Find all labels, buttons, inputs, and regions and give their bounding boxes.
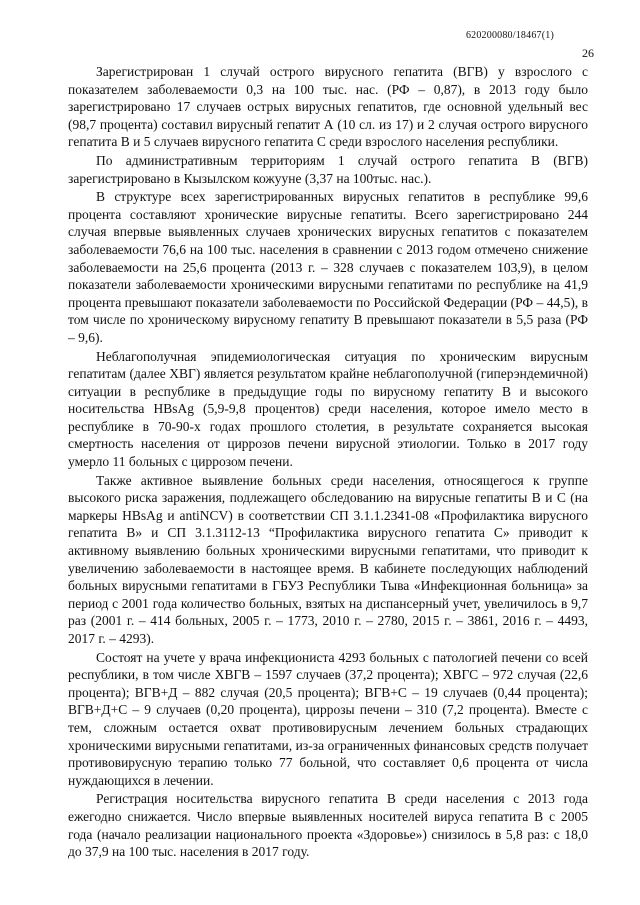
paragraph-active-detection: Также активное выявление больных среди населения, относящегося к группе высокого риска заражения, подлежащего обследованию на вирусные гепатиты В и С (на маркеры HBsAg и antiNCV) в соответствии СП 3.1.1.2341-08 «Профилактика вирусного гепатита В» и СП 3.1.3112-13 “Профилактика вирусного гепатита С» приводит к активному выявлению больных хроническими вирусными гепатитами, что приводит к увеличению заболеваемости в настоящее время. В кабинете последующих наблюдений больных вирусными гепатитами в ГБУЗ Республики Тыва «Инфекционная больница» за период с 2001 года количество больных, взятых на диспансерный учет, увеличилось в 9,7 раз (2001 г. – 414 больных, 2005 г. – 1773, 2010 г. – 2780, 2015 г. – 3861, 2016 г. – 4493, 2017 г. – 4293). — [68, 472, 588, 646]
paragraph-epidemiological-situation: Неблагополучная эпидемиологическая ситуация по хроническим вирусным гепатитам (далее ХВГ) является результатом крайне неблагополучной (гиперэндемичной) ситуации в республике в предыдущие годы по вирусному гепатиту В и высокого носительства HBsAg (5,9-9,8 процентов) среди населения, которое имело место в республике в 70-90-х годах прошлого столетия, в результате сохраняется высокая смертность населения от циррозов печени вирусной этиологии. Только в 2017 году умерло 11 больных с циррозом печени. — [68, 348, 588, 470]
document-id: 620200080/18467(1) — [465, 30, 554, 41]
page-number: 26 — [582, 46, 594, 60]
paragraph-registered-patients: Состоят на учете у врача инфекциониста 4293 больных с патологией печени со всей республики, в том числе ХВГВ – 1597 случаев (37,2 процента); ХВГС – 972 случая (22,6 процента); ВГВ+Д – 882 случая (20,5 процента); ВГВ+С – 19 случаев (0,44 процента); ВГВ+Д+С – 9 случаев (0,20 процента), циррозы печени – 310 (7,2 процента). Вместе с тем, сложным остается охват противовирусным лечением больных страдающих хроническими вирусными гепатитами, из-за ограниченных финансовых средств получает противовирусную терапию только 77 больной, что составляет 0,6 процента от числа нуждающихся в лечении. — [68, 649, 588, 788]
paragraph-territories: По административным территориям 1 случай острого гепатита В (ВГВ) зарегистрировано в Кызылском кожууне (3,37 на 100тыс. нас.). — [68, 152, 588, 186]
paragraph-chronic-structure: В структуре всех зарегистрированных вирусных гепатитов в республике 99,6 процента составляют хронические вирусные гепатиты. Всего зарегистрировано 244 случая впервые выявленных случаев хронических вирусных гепатитов с показателем заболеваемости 76,6 на 100 тыс. населения в сравнении с 2013 годом отмечено снижение заболеваемости на 25,6 процента (2013 г. – 328 случаев с показателем 103,9), в целом показатели заболеваемости хроническими вирусными гепатитами по республике на 41,9 процента превышают показатели заболеваемости по Российской Федерации (РФ – 44,5), в том числе по хроническому вирусному гепатиту В превышают показатели в 5,5 раза (РФ – 9,6). — [68, 189, 588, 345]
paragraph-carrier-registration: Регистрация носительства вирусного гепатита В среди населения с 2013 года ежегодно снижается. Число впервые выявленных носителей вируса гепатита В с 2005 года (начало реализации национального проекта «Здоровье») снизилось в 5,8 раз: с 18,0 до 37,9 на 100 тыс. населения в 2017 году. — [68, 791, 588, 860]
paragraph-acute-hepatitis-b: Зарегистрирован 1 случай острого вирусного гепатита (ВГВ) у взрослого с показателем заболеваемости 0,3 на 100 тыс. нас. (РФ – 0,87), в 2013 году было зарегистрировано 17 случаев острых вирусных гепатитов, где основной удельный вес (98,7 процента) составил вирусный гепатит А (10 сл. из 17) и 2 случая острого вирусного гепатита В и 5 случаев вирусного гепатита С среди взрослого населения республики. — [68, 64, 588, 150]
document-body — [68, 63, 588, 861]
